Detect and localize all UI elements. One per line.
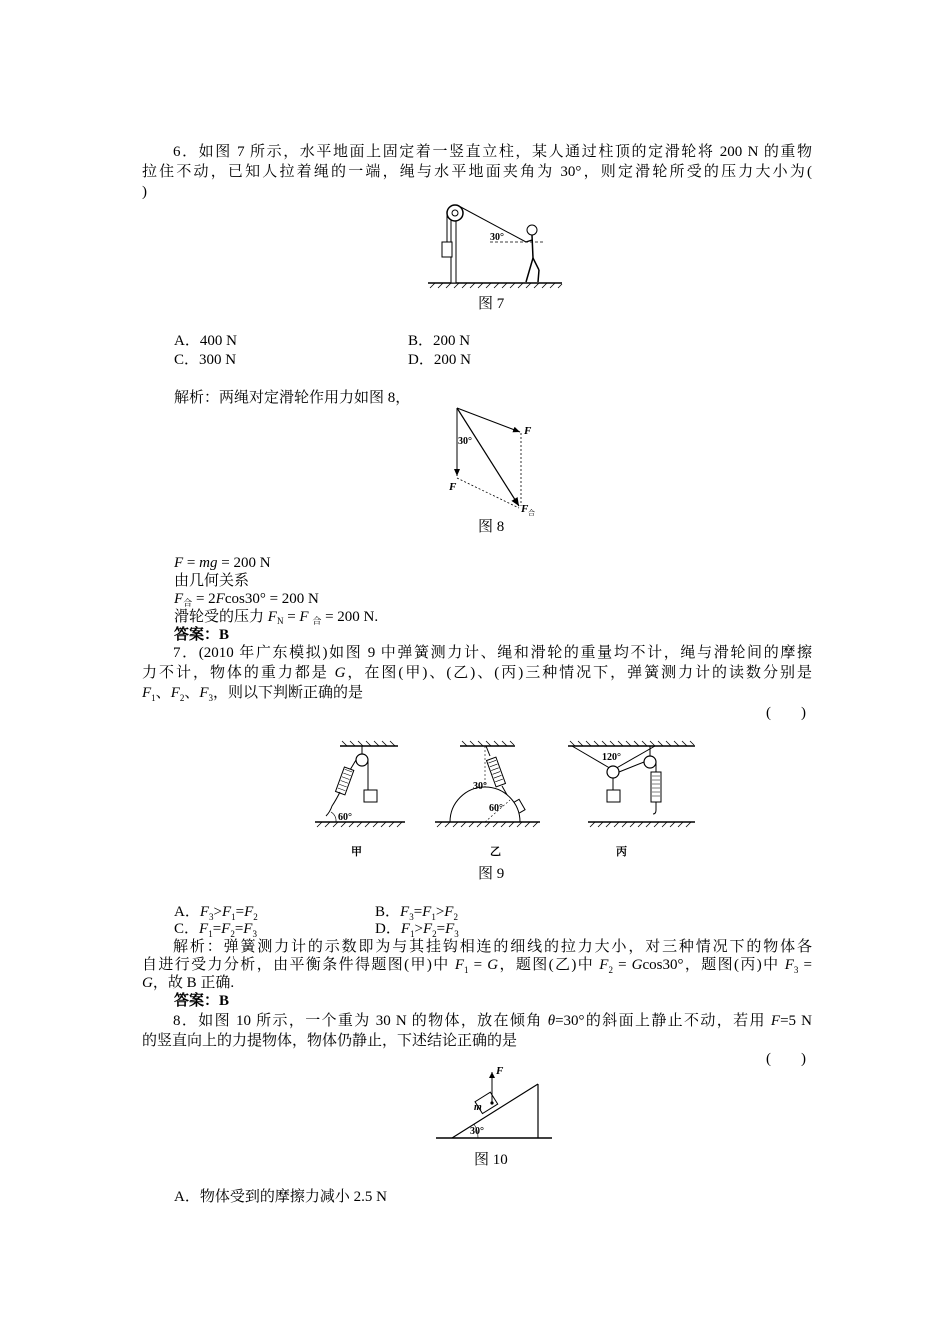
- fig9-label-bing: 丙: [616, 846, 627, 858]
- q6-eq2: 由几何关系: [174, 573, 250, 589]
- fig7-angle: 30°: [490, 232, 504, 243]
- figure-10: [430, 1064, 560, 1146]
- q6-option-d: D．200 N: [408, 352, 471, 368]
- figure-7: [420, 196, 570, 296]
- q7-option-a: A．$F_3>F_1=F_2$: [174, 904, 258, 922]
- q6-eq1: F = mg = 200 N: [174, 555, 271, 571]
- q7-analysis-line1: 解析：弹簧测力计的示数即为与其挂钩相连的细线的拉力大小，对三种情况下的物体各: [173, 939, 812, 955]
- fig9-jia-angle: 60°: [338, 812, 352, 823]
- q8-option-a: A．物体受到的摩擦力减小 2.5 N: [174, 1189, 387, 1205]
- fig8-caption: 图 8: [478, 519, 505, 535]
- figure-9: [310, 738, 730, 863]
- fig10-caption: 图 10: [474, 1152, 508, 1168]
- fig8-angle: 30°: [458, 436, 472, 447]
- q7-analysis-line3: G，故 B 正确.: [142, 975, 235, 991]
- q8-bracket: ( ): [766, 1051, 806, 1067]
- fig10-m: m: [474, 1102, 482, 1113]
- q7-analysis-line2: 自进行受力分析，由平衡条件得题图(甲)中 $F_1 = G$，题图(乙)中 $F_2 = Gcos30^\circ$，题图(丙)中 $F_3$ =: [142, 957, 812, 975]
- fig8-f-right: F: [524, 425, 532, 437]
- fig9-yi-angle1: 30°: [473, 781, 487, 792]
- q7-answer: 答案：B: [174, 993, 230, 1009]
- fig9-caption: 图 9: [478, 866, 505, 882]
- figure-8: [445, 402, 545, 522]
- q6-eq3: $F_合 = 2Fcos30^\circ = 200$ N: [174, 591, 319, 608]
- q6-stem-line2: 拉住不动，已知人拉着绳的一端，绳与水平地面夹角为 30°，则定滑轮所受的压力大小为(: [142, 164, 812, 180]
- q6-answer: 答案：B: [174, 627, 230, 643]
- fig9-bing-angle: 120°: [602, 752, 621, 763]
- q6-option-a: A．400 N: [174, 333, 237, 349]
- q7-bracket: ( ): [766, 705, 806, 721]
- q6-option-b: B．200 N: [408, 333, 471, 349]
- fig10-angle: 30°: [470, 1126, 484, 1137]
- q7-stem-line3: $F_1$、$F_2$、$F_3$，则以下判断正确的是: [142, 685, 364, 703]
- fig7-caption: 图 7: [478, 296, 505, 312]
- fig8-f-bottom: F: [449, 481, 457, 493]
- fig8-f-sum-sub: 合: [528, 509, 535, 517]
- q7-stem-line1: 7．(2010 年广东模拟)如图 9 中弹簧测力计、绳和滑轮的重量均不计，绳与滑轮间的摩擦: [173, 645, 812, 661]
- q6-stem-line3: ): [142, 184, 147, 200]
- q6-analysis: 解析：两绳对定滑轮作用力如图 8，: [174, 390, 411, 406]
- q8-stem-line2: 的竖直向上的力提物体，物体仍静止，下述结论正确的是: [142, 1033, 518, 1049]
- q7-option-d: D．$F_1>F_2=F_3$: [375, 921, 459, 939]
- fig9-yi-angle2: 60°: [489, 803, 503, 814]
- fig9-label-yi: 乙: [490, 846, 501, 858]
- q6-eq4: 滑轮受的压力 $F_N = F$ $_合$ = 200 N.: [174, 609, 379, 626]
- q7-option-c: C．$F_1=F_2=F_3$: [174, 921, 257, 939]
- q6-stem-line1: 6．如图 7 所示，水平地面上固定着一竖直立柱，某人通过柱顶的定滑轮将 200 N 的重物: [173, 144, 812, 160]
- fig10-f: F: [496, 1065, 504, 1077]
- fig9-label-jia: 甲: [351, 846, 362, 858]
- fig8-f-sum: F: [521, 503, 529, 515]
- q7-stem-line2: 力不计，物体的重力都是 G，在图(甲)、(乙)、(丙)三种情况下，弹簧测力计的读数分别是: [142, 665, 812, 681]
- q8-stem-line1: 8．如图 10 所示，一个重为 30 N 的物体，放在倾角 θ=30°的斜面上静止不动，若用 F=5 N: [173, 1013, 812, 1029]
- q7-option-b: B．$F_3=F_1>F_2$: [375, 904, 458, 922]
- q6-option-c: C．300 N: [174, 352, 237, 368]
